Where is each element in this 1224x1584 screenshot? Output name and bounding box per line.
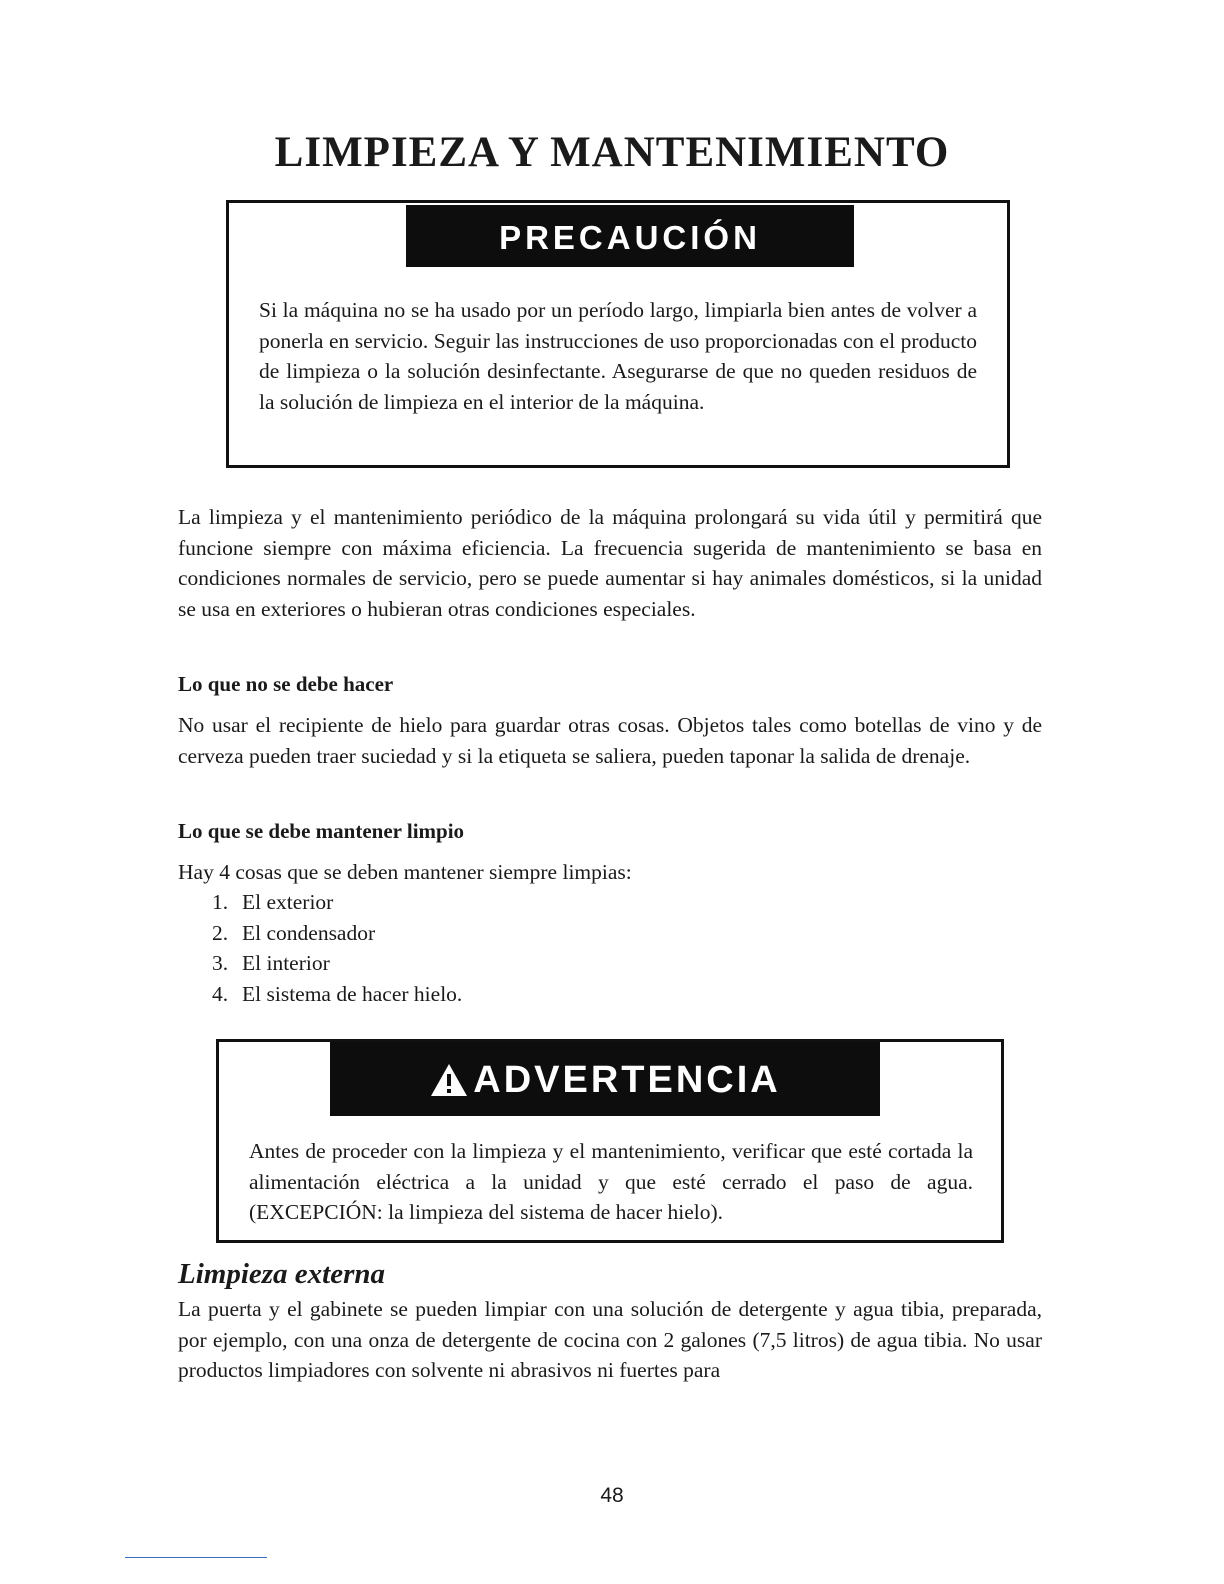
page-number: 48 bbox=[600, 1484, 624, 1507]
page-title: LIMPIEZA Y MANTENIMIENTO bbox=[274, 129, 950, 176]
external-cleaning-heading: Limpieza externa bbox=[178, 1258, 386, 1290]
bottom-rule bbox=[125, 1557, 267, 1558]
list-item: 4. El sistema de hacer hielo. bbox=[212, 981, 463, 1006]
list-item: 1. El exterior bbox=[212, 890, 334, 914]
dont-paragraph: No usar el recipiente de hielo para guardar otras cosas. Objetos tales como botellas de vino y de cerveza pueden traer suciedad y si la etiqueta se saliera, pueden taponar la salida de drenaje. bbox=[178, 713, 1042, 768]
caution-text: Si la máquina no se ha usado por un período largo, limpiarla bien antes de volver a ponerla en servicio. Seguir las instrucciones de uso proporcionadas con el producto de limpieza o la solución desinfectante. Asegurarse de que no queden residuos de la solución de limpieza en el interior de la máquina. bbox=[259, 298, 977, 414]
list-item: 3. El interior bbox=[212, 951, 330, 975]
warning-triangle-icon bbox=[429, 1048, 469, 1124]
warning-banner-label: ADVERTENCIA bbox=[473, 1059, 781, 1101]
dont-heading: Lo que no se debe hacer bbox=[178, 672, 394, 696]
keep-clean-list bbox=[212, 887, 462, 1009]
warning-box bbox=[216, 1039, 1004, 1243]
caution-box bbox=[226, 200, 1010, 468]
caution-banner: PRECAUCIÓN bbox=[406, 205, 854, 267]
list-item: 2. El condensador bbox=[212, 920, 376, 945]
keep-clean-intro: Hay 4 cosas que se deben mantener siempre limpias: bbox=[178, 860, 632, 884]
external-cleaning-paragraph: La puerta y el gabinete se pueden limpiar con una solución de detergente y agua tibia, preparada, por ejemplo, con una onza de detergente de cocina con 2 galones (7,5 litros) de agua tibia. No usar productos limpiadores con solvente ni abrasivos ni fuertes para bbox=[178, 1297, 1042, 1382]
warning-text: Antes de proceder con la limpieza y el mantenimiento, verificar que esté cortada la alimentación eléctrica a la unidad y que esté cerrado el paso de agua. (EXCEPCIÓN: la limpieza del sistema de hacer hielo). bbox=[249, 1139, 973, 1224]
warning-banner bbox=[330, 1042, 880, 1116]
keep-clean-heading: Lo que se debe mantener limpio bbox=[178, 819, 465, 843]
intro-paragraph: La limpieza y el mantenimiento periódico de la máquina prolongará su vida útil y permitirá que funcione siempre con máxima eficiencia. La frecuencia sugerida de mantenimiento se basa en condiciones normales de servicio, pero se puede aumentar si hay animales domésticos, si la unidad se usa en exteriores o hubieran otras condiciones especiales. bbox=[178, 505, 1042, 621]
